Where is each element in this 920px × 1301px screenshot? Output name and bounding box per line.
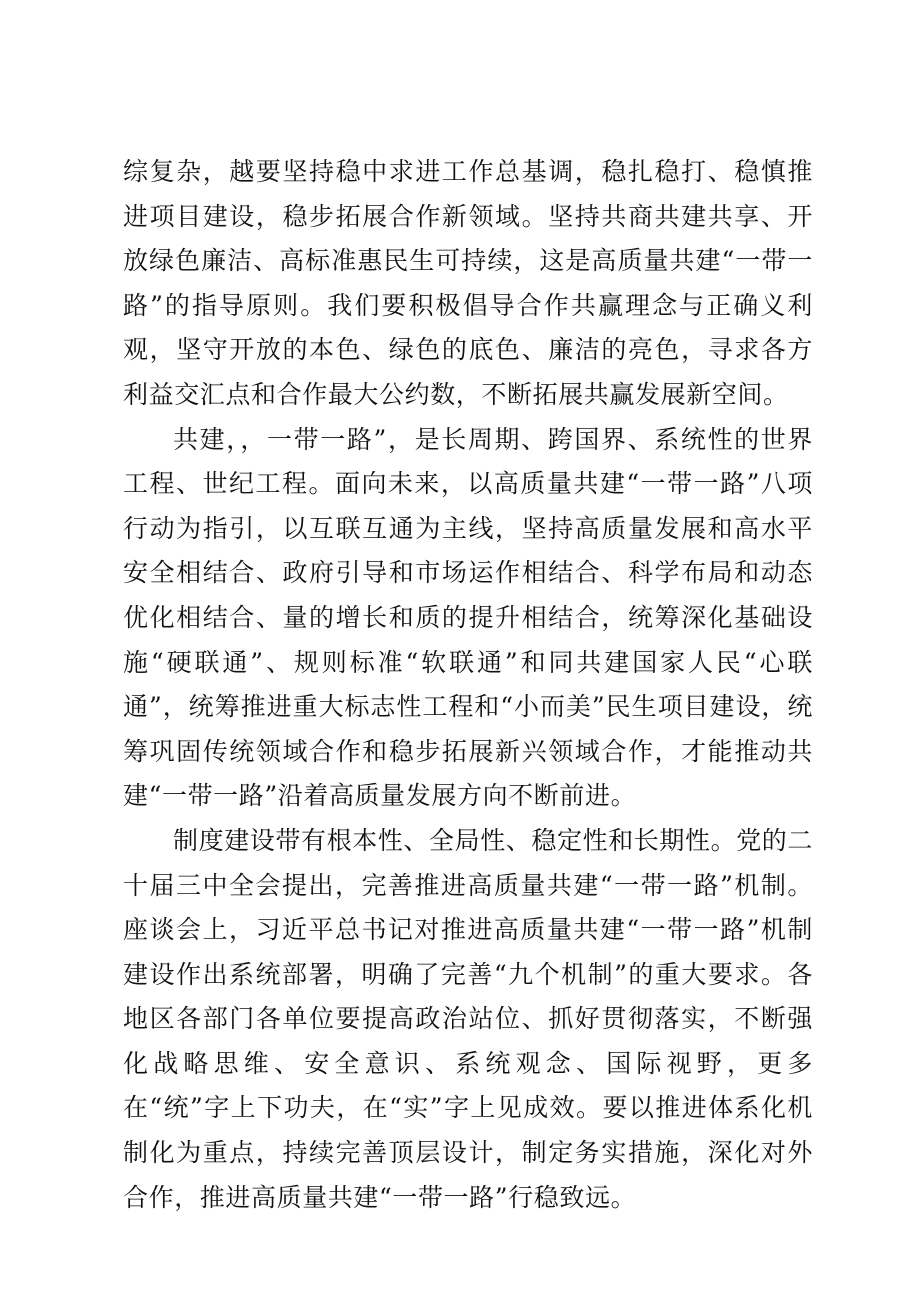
paragraph-3: 制度建设带有根本性、全局性、稳定性和长期性。党的二十届三中全会提出，完善推进高质量共建“一带一路”机制。座谈会上，习近平总书记对推进高质量共建“一带一路”机制建设作出系统部署，明确了完善“九个机制”的重大要求。各地区各部门各单位要提高政治站位、抓好贯彻落实，不断强化战略思维、安全意识、系统观念、国际视野，更多在“统”字上下功夫，在“实”字上见成效。要以推进体系化机制化为重点，持续完善顶层设计，制定务实措施，深化对外合作，推进高质量共建“一带一路”行稳致远。 [123, 825, 814, 1212]
paragraph-2: 共建，，一带一路”，是长周期、跨国界、系统性的世界工程、世纪工程。面向未来，以高质量共建“一带一路”八项行动为指引，以互联互通为主线，坚持高质量发展和高水平安全相结合、政府引导和市场运作相结合、科学布局和动态优化相结合、量的增长和质的提升相结合，统筹深化基础设施“硬联通”、规则标准“软联通”和同共建国家人民“心联通”，统筹推进重大标志性工程和“小而美”民生项目建设，统筹巩固传统领域合作和稳步拓展新兴领域合作，才能推动共建“一带一路”沿着高质量发展方向不断前进。 [123, 424, 813, 811]
paragraph-1: 综复杂，越要坚持稳中求进工作总基调，稳扎稳打、稳慎推进项目建设，稳步拓展合作新领域。坚持共商共建共享、开放绿色廉洁、高标准惠民生可持续，这是高质量共建“一带一路”的指导原则。我们要积极倡导合作共赢理念与正确义利观，坚守开放的本色、绿色的底色、廉洁的亮色，寻求各方利益交汇点和合作最大公约数，不断拓展共赢发展新空间。 [123, 157, 813, 409]
article-body [123, 150, 813, 1220]
